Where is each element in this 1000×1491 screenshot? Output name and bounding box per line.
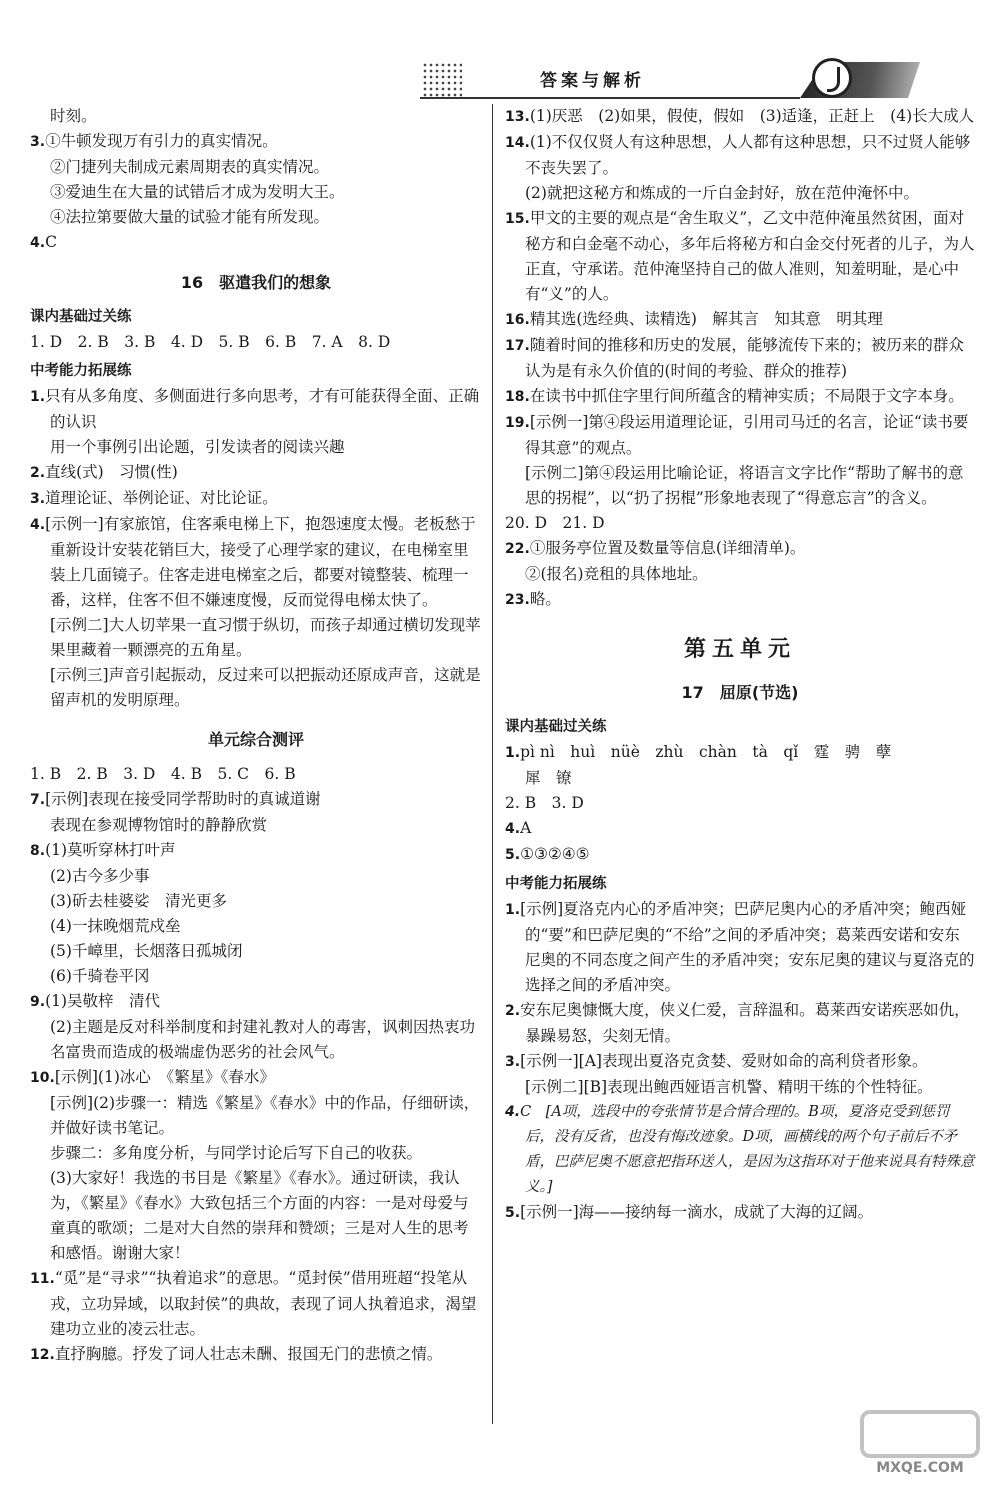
item-text: 只有从多角度、多侧面进行多向思考，才有可能获得全面、正确的认识 <box>45 387 480 431</box>
header-title: 答案与解析 <box>540 71 645 91</box>
answer-line <box>505 130 975 181</box>
item-number: 12. <box>30 1347 55 1363</box>
item-number: 7. <box>30 792 46 808</box>
right-column <box>505 104 975 1226</box>
item-text: [示例二]大人切苹果一直习惯于纵切，而孩子却通过横切发现苹果里藏着一颗漂亮的五角星。 <box>50 616 481 659</box>
item-text: (1)厌恶 (2)如果，假使，假如 (3)适逢，正赶上 (4)长大成人 <box>529 107 975 125</box>
answer-line <box>30 939 482 964</box>
item-number: 14. <box>505 135 530 151</box>
answer-line <box>30 613 482 663</box>
item-text: 17 屈原(节选) <box>681 683 799 702</box>
item-text: 课内基础过关练 <box>30 309 132 325</box>
item-number: 18. <box>505 389 530 405</box>
item-text: 课内基础过关练 <box>505 719 607 735</box>
answer-line <box>30 180 482 205</box>
item-number: 16. <box>505 312 530 328</box>
item-text: 时刻。 <box>50 107 97 125</box>
item-text: 中考能力拓展练 <box>505 876 607 892</box>
answer-line <box>505 1100 975 1200</box>
item-text: ①牛顿发现万有引力的真实情况。 <box>45 132 278 150</box>
answer-line <box>30 1091 482 1141</box>
item-text: 精其选(选经典、读精选) 解其言 知其意 明其理 <box>529 310 883 328</box>
answer-line <box>505 562 975 587</box>
watermark-logo-icon <box>860 1410 980 1458</box>
item-number: 4. <box>505 1104 521 1120</box>
answer-line <box>505 333 975 384</box>
item-text: [示例二][B]表现出鲍西娅语言机警、精明干练的个性特征。 <box>525 1078 933 1096</box>
watermark <box>860 1410 980 1480</box>
answer-line <box>505 1075 975 1100</box>
item-text: (1)吴敬梓 清代 <box>45 992 161 1010</box>
item-number: 10. <box>30 1070 55 1086</box>
item-text: [示例](2)步骤一：精选《繁星》《春水》中的作品，仔细研读，并做好读书笔记。 <box>50 1094 480 1137</box>
answer-line <box>505 181 975 206</box>
answer-line <box>30 230 482 256</box>
item-text: 随着时间的推移和历史的发展，能够流传下来的；被历来的群众认为是有永久价值的(时间的考验、群众的推荐) <box>525 336 964 380</box>
answer-line <box>30 104 482 129</box>
answer-line <box>505 587 975 613</box>
answer-line <box>505 842 975 868</box>
subsection-title <box>30 359 482 384</box>
answer-line <box>30 384 482 435</box>
answer-line <box>30 330 482 355</box>
item-text: A <box>520 819 532 837</box>
answer-line <box>30 1166 482 1266</box>
item-number: 17. <box>505 338 530 354</box>
item-number: 19. <box>505 415 530 431</box>
answer-line <box>505 791 975 816</box>
answer-line <box>30 838 482 864</box>
item-text: (3)斫去桂婆娑 清光更多 <box>50 892 227 910</box>
answer-line <box>505 307 975 333</box>
section-title <box>30 270 482 295</box>
item-number: 22. <box>505 541 530 557</box>
answer-line <box>505 998 975 1049</box>
item-number: 5. <box>505 847 521 863</box>
item-text: (2)主题是反对科举制度和封建礼教对人的毒害，讽刺因热衷功名富贵而造成的极端虚伪恶劣的社会风气。 <box>50 1018 475 1061</box>
item-number: 2. <box>30 465 46 481</box>
item-text: (4)一抹晚烟荒戍垒 <box>50 917 181 935</box>
item-number: 3. <box>505 1054 521 1070</box>
item-text: 20. D 21. D <box>505 514 605 532</box>
item-text: (6)千骑卷平冈 <box>50 967 150 985</box>
item-number: 1. <box>505 902 521 918</box>
item-text: [示例一]海——接纳每一滴水，成就了大海的辽阔。 <box>520 1203 874 1221</box>
item-text: [示例一][A]表现出夏洛克贪婪、爱财如命的高利贷者形象。 <box>520 1052 928 1070</box>
item-text: 2. B 3. D <box>505 794 584 812</box>
item-text: 安东尼奥慷慨大度，侠义仁爱，言辞温和。葛莱西安诺疾恶如仇，暴躁易怒，尖刻无情。 <box>520 1001 970 1045</box>
answer-line <box>30 1065 482 1091</box>
answer-line <box>30 512 482 613</box>
item-text: 略。 <box>529 590 561 608</box>
answer-line <box>505 104 975 130</box>
answer-line <box>505 410 975 461</box>
answer-line <box>30 1342 482 1368</box>
answer-line <box>30 889 482 914</box>
item-text: [示例]表现在接受同学帮助时的真诚道谢 <box>45 790 321 808</box>
header-dot-pattern <box>422 62 462 98</box>
item-number: 8. <box>30 843 46 859</box>
item-text: 步骤二：多角度分析，与同学讨论后写下自己的收获。 <box>50 1144 423 1162</box>
answer-line <box>505 1200 975 1226</box>
item-text: 1. B 2. B 3. D 4. B 5. C 6. B <box>30 765 296 783</box>
answer-line <box>30 1266 482 1342</box>
item-number: 2. <box>505 1003 521 1019</box>
item-number: 1. <box>505 745 521 761</box>
item-text: C [A项，选段中的夸张情节是合情合理的。B项，夏洛克受到惩罚后，没有反省，也没有悔改迹象。D项，画横线的两个句子前后不矛盾，巴萨尼奥不愿意把指环送人，是因为这指环对于他来说具有特殊意义。] <box>520 1104 975 1195</box>
item-text: [示例](1)冰心 《繁星》《春水》 <box>54 1068 275 1086</box>
answer-line <box>505 536 975 562</box>
item-text: ②(报名)竞租的具体地址。 <box>525 565 708 583</box>
header-logo-icon <box>812 58 852 98</box>
subsection-title <box>505 872 975 897</box>
header-rule <box>420 97 800 99</box>
subsection-title <box>505 715 975 740</box>
answer-line <box>30 205 482 230</box>
answer-line <box>30 663 482 713</box>
item-text: ①③②④⑤ <box>520 845 590 863</box>
item-text: ①服务亭位置及数量等信息(详细清单)。 <box>529 539 806 557</box>
item-text: [示例三]声音引起振动，反过来可以把振动还原成声音，这就是留声机的发明原理。 <box>50 666 481 709</box>
item-text: 16 驱遣我们的想象 <box>180 273 332 292</box>
answer-line <box>505 897 975 998</box>
section-title <box>505 680 975 705</box>
item-text: [示例一]有家旅馆，住客乘电梯上下，抱怨速度太慢。老板愁于重新设计安装花销巨大，接受了心理学家的建议，在电梯室里装上几面镜子。住客走进电梯室之后，都要对镜整装、梳理一番，这样，住客不但不嫌速度慢，反而觉得电梯太快了。 <box>45 515 476 609</box>
item-text: ④法拉第要做大量的试验才能有所发现。 <box>50 208 330 226</box>
item-number: 11. <box>30 1271 55 1287</box>
answer-line <box>505 740 975 766</box>
subsection-title <box>30 305 482 330</box>
answer-line <box>505 511 975 536</box>
answer-line <box>30 129 482 155</box>
item-text: 甲文的主要的观点是“舍生取义”，乙文中范仲淹虽然贫困，面对秘方和白金毫不动心，多年后将秘方和白金交付死者的儿子，为人正直，守承诺。范仲淹坚持自己的做人准则，知羞明耻，是心中有“义”的人。 <box>525 209 975 303</box>
item-text: [示例二]第④段运用比喻论证，将语言文字比作“帮助了解书的意思的拐棍”，以“扔了拐棍”形象地表现了“得意忘言”的含义。 <box>525 464 964 507</box>
item-text: 表现在参观博物馆时的静静欣赏 <box>50 816 268 834</box>
item-number: 15. <box>505 211 530 227</box>
item-number: 13. <box>505 109 530 125</box>
item-text: 在读书中抓住字里行间所蕴含的精神实质；不局限于文字本身。 <box>529 387 964 405</box>
answer-line <box>505 816 975 842</box>
item-number: 5. <box>505 1205 521 1221</box>
item-text: 犀 镣 <box>525 769 572 787</box>
item-number: 3. <box>30 134 46 150</box>
item-text: 单元综合测评 <box>207 730 304 749</box>
answer-line <box>505 766 975 791</box>
answer-line <box>505 384 975 410</box>
item-text: (2)就把这秘方和炼成的一斤白金封好，放在范仲淹怀中。 <box>525 184 919 202</box>
section-title <box>30 727 482 752</box>
answer-line <box>30 964 482 989</box>
answer-line <box>30 486 482 512</box>
column-divider <box>492 104 493 1424</box>
item-number: 4. <box>30 235 46 251</box>
item-text: [示例]夏洛克内心的矛盾冲突；巴萨尼奥内心的矛盾冲突；鲍西娅的“要”和巴萨尼奥的“不给”之间的矛盾冲突；葛莱西安诺和安东尼奥的不同态度之间产生的矛盾冲突；安东尼奥的建议与夏洛克的选择之间的矛盾冲突。 <box>520 900 975 994</box>
page-header <box>0 0 1000 100</box>
item-text: ③爱迪生在大量的试错后才成为发明大王。 <box>50 183 345 201</box>
item-number: 1. <box>30 389 46 405</box>
item-number: 4. <box>30 517 46 533</box>
answer-line <box>30 864 482 889</box>
answer-line <box>505 461 975 511</box>
answer-line <box>505 206 975 307</box>
item-text: 第五单元 <box>683 636 796 662</box>
item-text: ②门捷列夫制成元素周期表的真实情况。 <box>50 158 330 176</box>
item-text: 用一个事例引出论题，引发读者的阅读兴趣 <box>50 438 345 456</box>
answer-line <box>30 460 482 486</box>
item-text: (1)莫听穿林打叶声 <box>45 841 176 859</box>
item-text: 直线(式) 习惯(性) <box>45 463 178 481</box>
item-number: 3. <box>30 491 46 507</box>
answer-line <box>30 1015 482 1065</box>
item-text: 道理论证、举例论证、对比论证。 <box>45 489 278 507</box>
item-number: 9. <box>30 994 46 1010</box>
item-text: C <box>45 233 57 251</box>
watermark-url: MXQE.COM <box>876 1460 964 1476</box>
item-text: (3)大家好！我选的书目是《繁星》《春水》。通过研读，我认为，《繁星》《春水》大致包括三个方面的内容：一是对母爱与童真的歌颂；二是对大自然的崇拜和赞颂；三是对人生的思考和感悟。谢谢大家！ <box>50 1169 469 1262</box>
item-text: 中考能力拓展练 <box>30 363 132 379</box>
unit-title <box>505 637 975 662</box>
item-number: 23. <box>505 592 530 608</box>
item-text: “觅”是“寻求”“执着追求”的意思。“觅封侯”借用班超“投笔从戎，立功异域，以取封侯”的典故，表现了词人执着追求，渴望建功立业的凌云壮志。 <box>50 1269 477 1338</box>
item-text: pì nì huì nüè zhù chàn tà qǐ 霆 骋 孽 <box>520 743 892 761</box>
answer-line <box>30 989 482 1015</box>
item-number: 4. <box>505 821 521 837</box>
answer-line <box>30 1141 482 1166</box>
item-text: 1. D 2. B 3. B 4. D 5. B 6. B 7. A 8. D <box>30 333 391 351</box>
answer-line <box>30 155 482 180</box>
left-column <box>30 104 482 1368</box>
item-text: 直抒胸臆。抒发了词人壮志未酬、报国无门的悲愤之情。 <box>54 1345 443 1363</box>
item-text: (1)不仅仅贤人有这种思想，人人都有这种思想，只不过贤人能够不丧失罢了。 <box>525 133 971 177</box>
item-text: [示例一]第④段运用道理论证，引用司马迁的名言，论证“读书要得其意”的观点。 <box>525 413 969 457</box>
answer-line <box>30 787 482 813</box>
item-text: (2)古今多少事 <box>50 867 150 885</box>
answer-line <box>30 435 482 460</box>
answer-line <box>30 914 482 939</box>
item-text: (5)千嶂里，长烟落日孤城闭 <box>50 942 243 960</box>
answer-line <box>30 813 482 838</box>
answer-line <box>30 762 482 787</box>
answer-line <box>505 1049 975 1075</box>
